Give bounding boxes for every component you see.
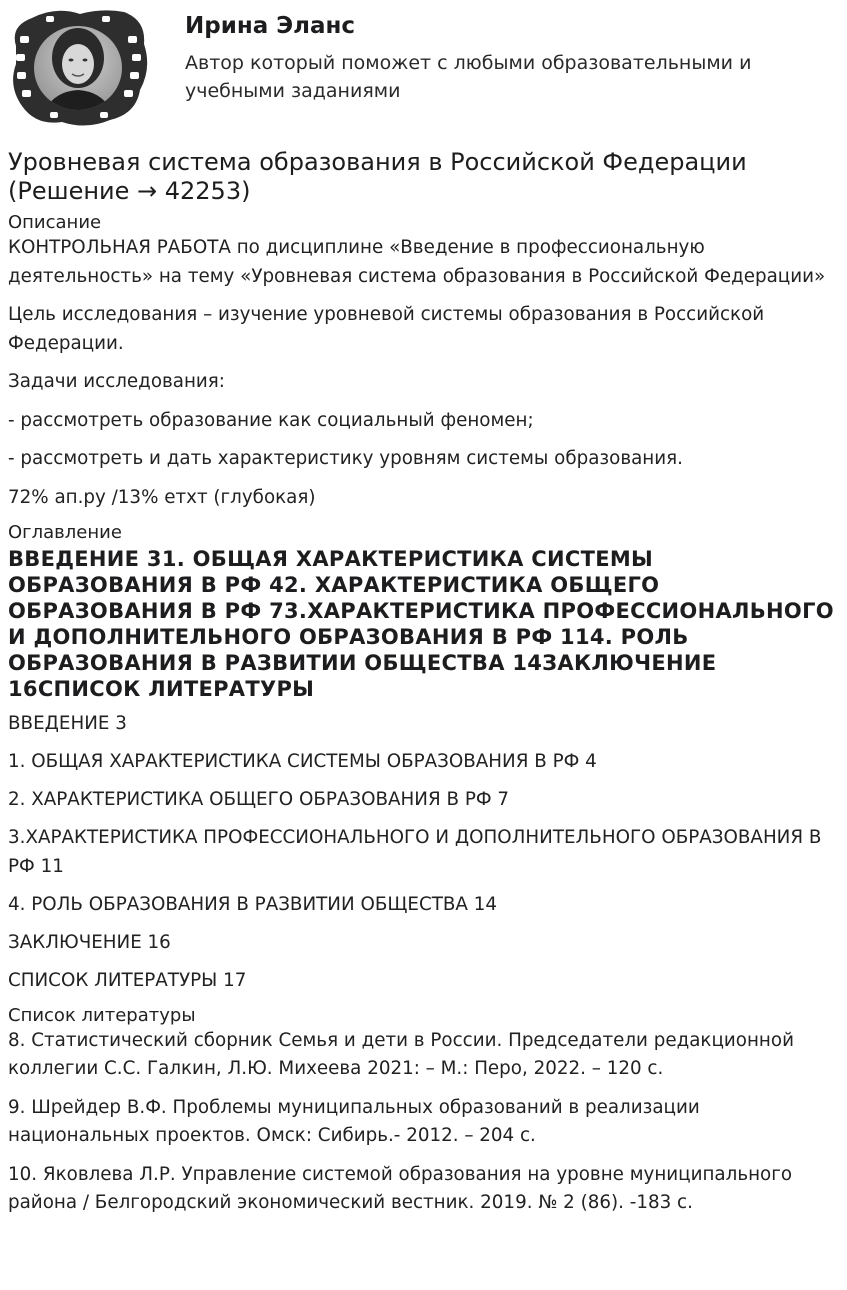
literature-item: 10. Яковлева Л.Р. Управление системой образования на уровне муниципального района / Белгородский экономический вестник. 2019. № 2 (86). -183 с. — [8, 1163, 793, 1213]
toc-heading: ВВЕДЕНИЕ 31. ОБЩАЯ ХАРАКТЕРИСТИКА СИСТЕМЫ ОБРАЗОВАНИЯ В РФ 42. ХАРАКТЕРИСТИКА ОБЩЕГО ОБРАЗОВАНИЯ В РФ 73.ХАРАКТЕРИСТИКА ПРОФЕССИОНАЛЬНОГО И ДОПОЛНИТЕЛЬНОГО ОБРАЗОВАНИЯ В РФ 114. РОЛЬ ОБРАЗОВАНИЯ В РАЗВИТИИ ОБЩЕСТВА 14ЗАКЛЮЧЕНИЕ 16СПИСОК ЛИТЕРАТУРЫ — [8, 547, 834, 701]
description-paragraph: - рассмотреть образование как социальный феномен; — [8, 409, 534, 431]
description-label: Описание — [8, 212, 102, 233]
document-content — [8, 148, 840, 1228]
author-avatar[interactable] — [6, 6, 152, 128]
toc-item: 4. РОЛЬ ОБРАЗОВАНИЯ В РАЗВИТИИ ОБЩЕСТВА 14 — [8, 893, 497, 915]
literature-item: 9. Шрейдер В.Ф. Проблемы муниципальных образований в реализации национальных проектов. Омск: Сибирь.- 2012. – 204 с. — [8, 1096, 700, 1146]
toc-item: ВВЕДЕНИЕ 3 — [8, 713, 127, 734]
author-description: Автор который поможет с любыми образовательными и учебными заданиями — [185, 52, 752, 102]
description-paragraph: КОНТРОЛЬНАЯ РАБОТА по дисциплине «Введение в профессиональную деятельность» на тему «Уровневая система образования в Российской Федерации» — [8, 237, 826, 287]
document-title: Уровневая система образования в Российской Федерации (Решение → 42253) — [8, 148, 747, 205]
toc-item: ЗАКЛЮЧЕНИЕ 16 — [8, 931, 171, 953]
description-paragraph: Цель исследования – изучение уровневой системы образования в Российской Федерации. — [8, 304, 765, 354]
avatar-film-frame-icon — [6, 6, 152, 128]
toc-item: 1. ОБЩАЯ ХАРАКТЕРИСТИКА СИСТЕМЫ ОБРАЗОВАНИЯ В РФ 4 — [8, 751, 597, 772]
toc-item: 2. ХАРАКТЕРИСТИКА ОБЩЕГО ОБРАЗОВАНИЯ В РФ 7 — [8, 789, 510, 810]
description-paragraph: 72% ап.ру /13% етхт (глубокая) — [8, 486, 316, 508]
toc-item: 3.ХАРАКТЕРИСТИКА ПРОФЕССИОНАЛЬНОГО И ДОПОЛНИТЕЛЬНОГО ОБРАЗОВАНИЯ В РФ 11 — [8, 827, 822, 877]
author-name[interactable]: Ирина Эланс — [185, 13, 356, 39]
literature-item: 8. Статистический сборник Семья и дети в России. Председатели редакционной коллегии С.С. Галкин, Л.Ю. Михеева 2021: – М.: Перо, 2022. – 120 с. — [8, 1029, 794, 1079]
toc-item: СПИСОК ЛИТЕРАТУРЫ 17 — [8, 969, 247, 991]
description-paragraph: Задачи исследования: — [8, 371, 225, 392]
description-paragraph: - рассмотреть и дать характеристику уровням системы образования. — [8, 448, 683, 469]
literature-label: Список литературы — [8, 1004, 196, 1026]
toc-label: Оглавление — [8, 522, 122, 543]
author-header — [0, 0, 847, 130]
